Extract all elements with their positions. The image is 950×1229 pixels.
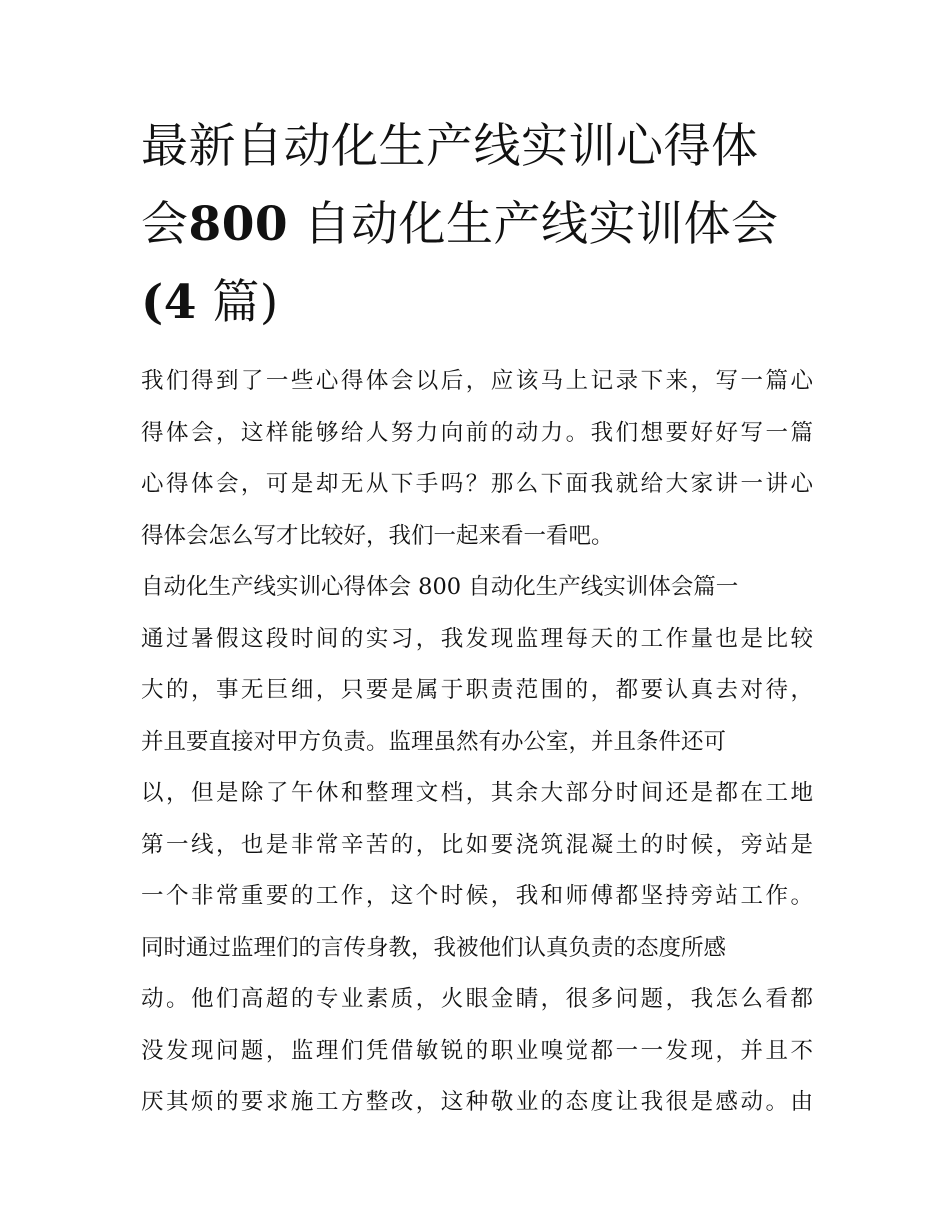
title-number: 800 (188, 197, 289, 252)
intro-paragraph (141, 356, 813, 562)
text-line: 厌其烦的要求施工方整改，这种敬业的态度让我很是感动。由 (141, 1089, 813, 1115)
text-line: 动。他们高超的专业素质，火眼金睛，很多问题，我怎么看都 (141, 986, 813, 1012)
title-line-1 (141, 108, 813, 186)
text-line: 没发现问题，监理们凭借敏锐的职业嗅觉都一一发现，并且不 (141, 1037, 813, 1064)
text-line: 心得体会，可是却无从下手吗？那么下面我就给大家讲一讲心 (141, 471, 813, 497)
title-text: 最新自动化生产线实训心得体 (141, 119, 759, 174)
text-line: 并且要直接对甲方负责。监理虽然有办公室，并且条件还可 (141, 728, 727, 755)
text-line: 第一线，也是非常辛苦的，比如要浇筑混凝土的时候，旁站是 (141, 831, 813, 858)
text-line: 同时通过监理们的言传身教，我被他们认真负责的态度所感 (141, 934, 727, 961)
text-line: 通过暑假这段时间的实习，我发现监理每天的工作量也是比较 (141, 625, 813, 652)
text-line: 以，但是除了午休和整理文档，其余大部分时间还是都在工地 (141, 780, 813, 806)
text-line: 得体会，这样能够给人努力向前的动力。我们想要好好写一篇 (141, 419, 813, 446)
text-line: 我们得到了一些心得体会以后，应该马上记录下来，写一篇心 (141, 368, 813, 394)
document-title (141, 108, 813, 342)
text-line: 大的，事无巨细，只要是属于职责范围的，都要认真去对待， (141, 677, 813, 703)
title-line-2 (141, 186, 813, 264)
text-line: 得体会怎么写才比较好，我们一起来看一看吧。 (141, 522, 614, 549)
title-number: 4 (163, 275, 197, 330)
title-line-3 (141, 264, 813, 342)
section-heading-paragraph (141, 562, 813, 614)
section-heading: 自动化生产线实训心得体会 800 自动化生产线实训体会篇一 (141, 574, 739, 600)
body-paragraph (141, 614, 813, 1129)
title-text: 自动化生产线实训体会 (303, 197, 779, 252)
document-page (141, 108, 813, 1129)
title-text: 会 (141, 197, 189, 252)
title-text: 篇) (212, 275, 279, 330)
title-paren: ( (141, 275, 164, 330)
text-line: 一个非常重要的工作，这个时候，我和师傅都坚持旁站工作。 (141, 883, 813, 909)
